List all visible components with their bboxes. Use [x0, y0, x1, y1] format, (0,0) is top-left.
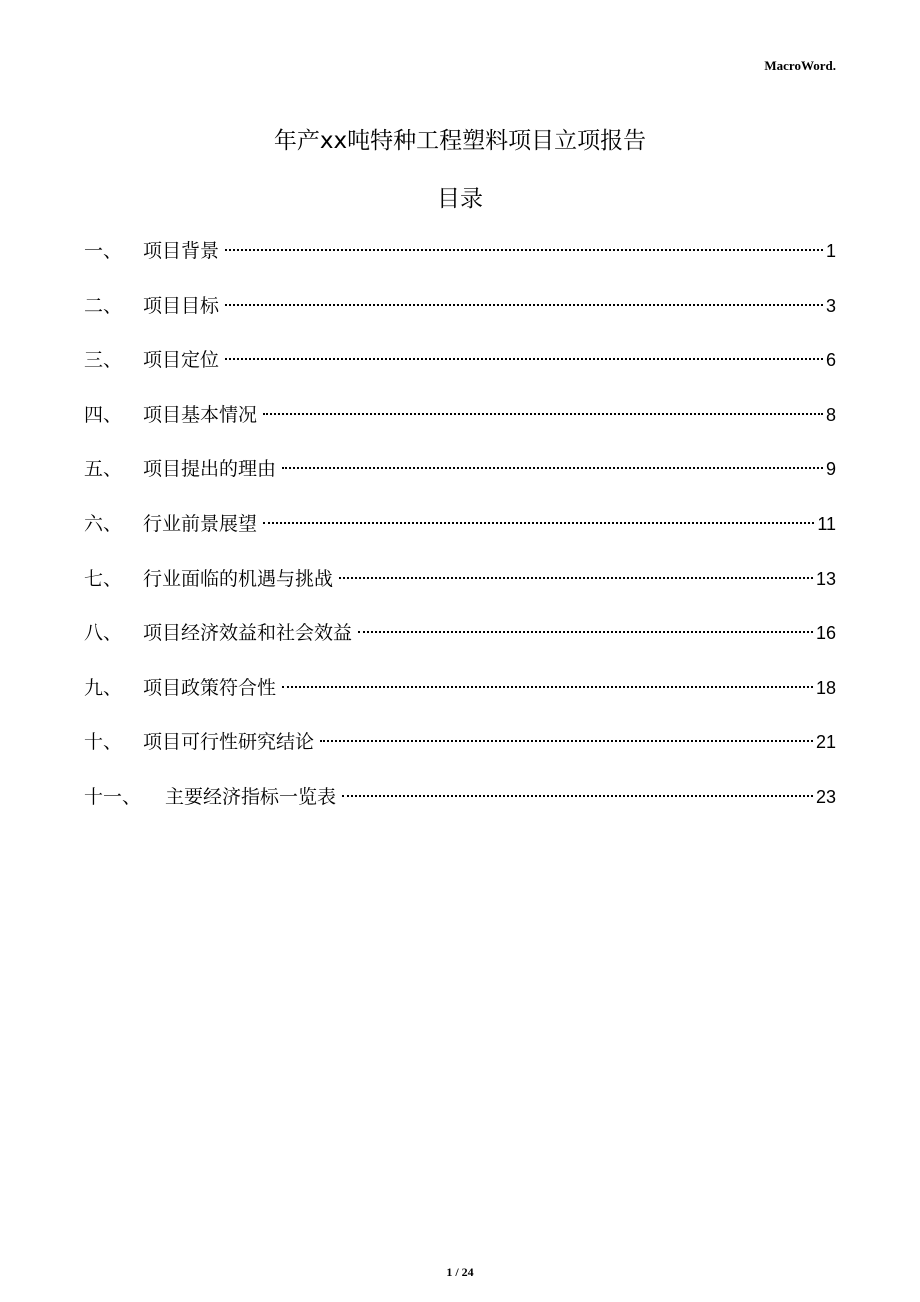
toc-entry-number: 八、	[84, 622, 123, 645]
toc-entry-label: 项目定位	[143, 349, 220, 372]
toc-entry-number: 十一、	[84, 785, 142, 808]
toc-entry-page: 23	[815, 786, 836, 807]
toc-entry-number: 十、	[84, 731, 123, 754]
toc-entry-page: 13	[815, 568, 836, 589]
toc-entry-number: 三、	[84, 349, 123, 372]
toc-entry-number: 七、	[84, 567, 123, 590]
toc-entry-number: 二、	[84, 294, 123, 317]
toc-entry-11[interactable]	[84, 781, 836, 836]
header-brand: MacroWord.	[764, 58, 836, 73]
toc-entry-label: 行业前景展望	[143, 512, 258, 535]
toc-leader-dots	[282, 686, 813, 688]
toc-entry-label: 项目背景	[143, 240, 220, 262]
toc-entry-label: 项目目标	[143, 294, 220, 317]
toc-entry-page: 18	[815, 677, 836, 698]
toc-entry-label: 主要经济指标一览表	[165, 785, 337, 808]
toc-entry-number: 四、	[84, 403, 123, 426]
toc-entry-number: 九、	[84, 676, 123, 699]
toc-entry-8[interactable]	[84, 617, 836, 672]
toc-entry-page: 16	[815, 623, 836, 644]
toc-entry-label: 项目经济效益和社会效益	[143, 622, 353, 645]
toc-entry-number: 六、	[84, 512, 123, 535]
toc-leader-dots	[225, 304, 823, 306]
toc-entry-page: 11	[817, 513, 836, 534]
page-number-footer: 1 / 24	[446, 1265, 474, 1279]
toc-entry-2[interactable]	[84, 290, 836, 345]
toc-leader-dots	[339, 577, 813, 579]
toc-entry-label: 项目政策符合性	[143, 676, 277, 699]
toc-entry-page: 8	[825, 404, 836, 425]
toc-entry-4[interactable]	[84, 399, 836, 454]
toc-entry-10[interactable]	[84, 726, 836, 781]
toc-entry-number: 一、	[84, 240, 123, 262]
toc-entry-1[interactable]	[84, 235, 836, 290]
toc-leader-dots	[263, 522, 814, 524]
toc-entry-label: 项目提出的理由	[143, 458, 277, 481]
toc-entry-page: 9	[825, 459, 836, 480]
toc-leader-dots	[225, 358, 823, 360]
toc-entry-9[interactable]	[84, 672, 836, 727]
toc-entry-page: 6	[825, 350, 836, 371]
toc-entry-6[interactable]	[84, 508, 836, 563]
document-title: 年产xx吨特种工程塑料项目立项报告	[273, 128, 647, 154]
toc-entry-7[interactable]	[84, 563, 836, 618]
toc-entry-page: 1	[825, 241, 836, 261]
toc-entry-5[interactable]	[84, 453, 836, 508]
toc-entry-page: 3	[825, 295, 836, 316]
table-of-contents	[84, 235, 836, 836]
toc-entry-label: 项目可行性研究结论	[143, 731, 315, 754]
toc-leader-dots	[263, 413, 823, 415]
toc-leader-dots	[342, 795, 813, 797]
toc-entry-3[interactable]	[84, 344, 836, 399]
toc-leader-dots	[282, 467, 823, 469]
toc-heading: 目录	[437, 186, 483, 212]
toc-leader-dots	[358, 631, 813, 633]
toc-entry-label: 项目基本情况	[143, 403, 258, 426]
toc-leader-dots	[320, 740, 813, 742]
toc-leader-dots	[225, 249, 823, 251]
toc-entry-page: 21	[815, 732, 836, 753]
toc-entry-label: 行业面临的机遇与挑战	[143, 567, 334, 590]
toc-entry-number: 五、	[84, 458, 123, 481]
